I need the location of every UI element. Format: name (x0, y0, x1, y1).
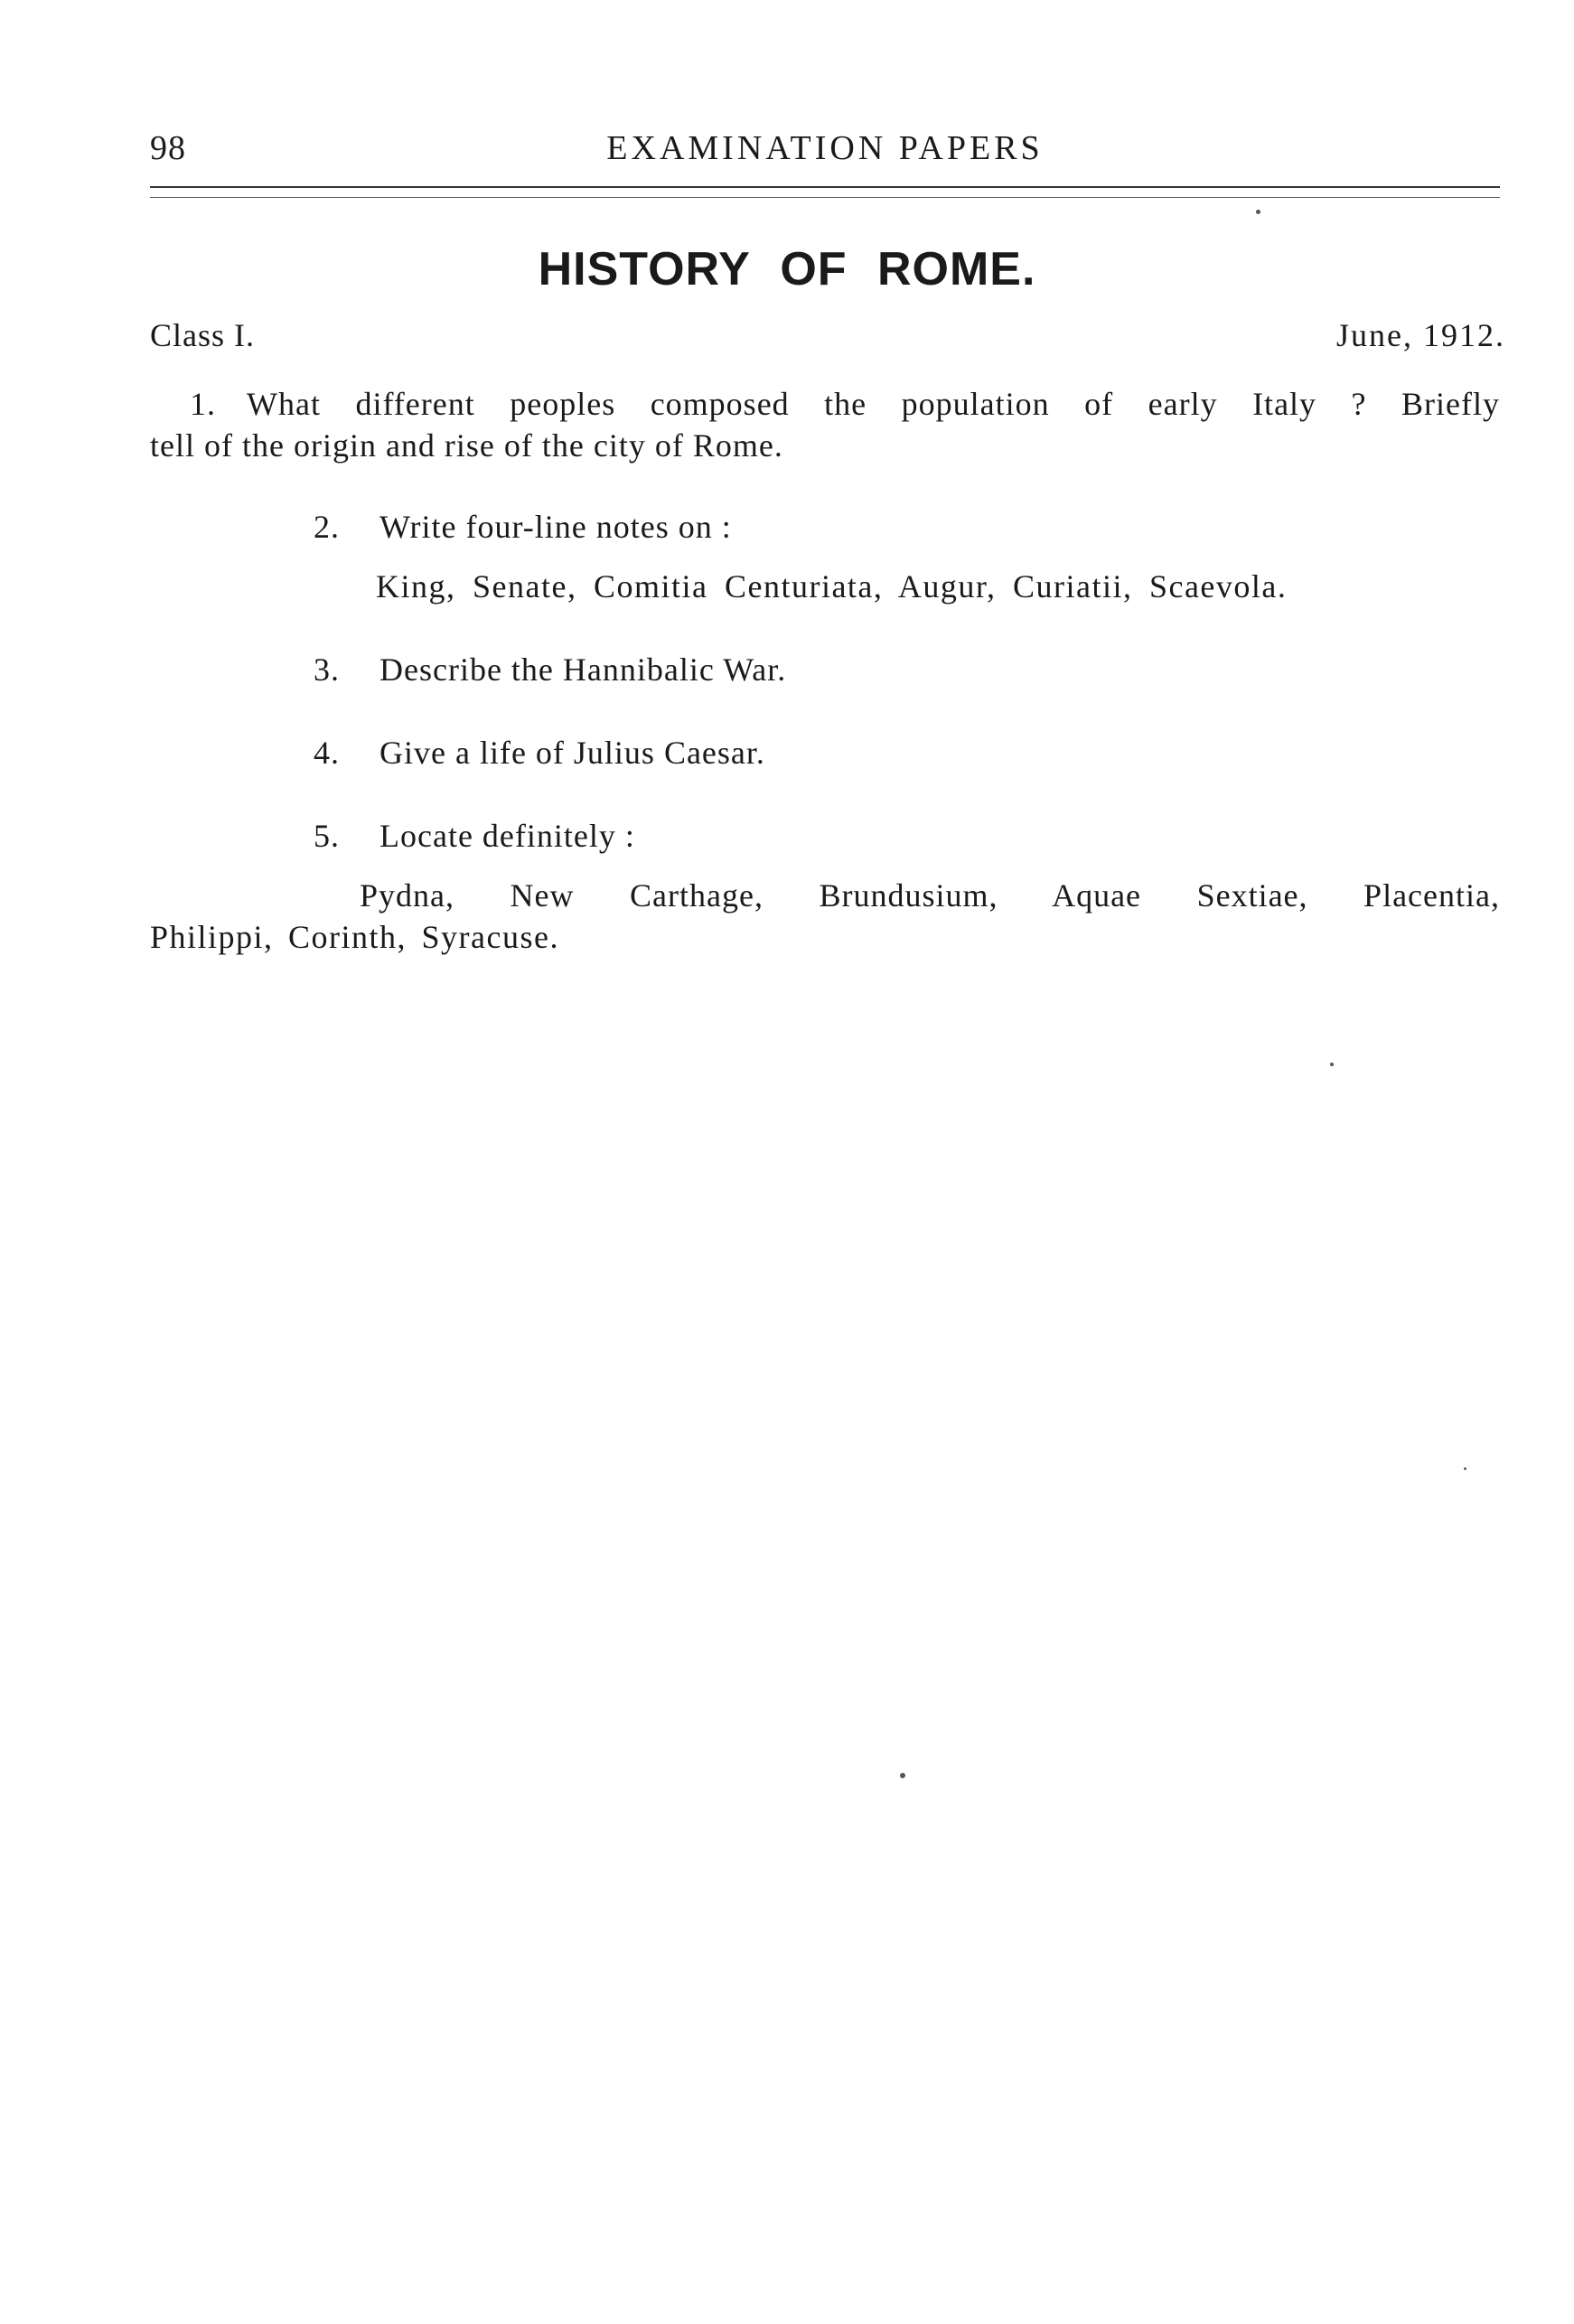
print-speck (1256, 210, 1260, 214)
question-2-terms (150, 566, 1500, 607)
question-5 (150, 815, 1500, 857)
class-label: Class I. (150, 317, 255, 353)
paper-title: HISTORY OF ROME. (538, 243, 1036, 295)
running-title: EXAMINATION PAPERS (606, 129, 1044, 167)
question-1-line-1 (150, 383, 1500, 425)
running-header (150, 128, 1500, 173)
question-1-text: What different peoples composed the population of early Italy ? Briefly (247, 386, 1500, 422)
question-3-number: 3. (314, 651, 340, 688)
question-5-places-line-1: Pydna, New Carthage, Brundusium, Aquae Sextiae, Placentia, (360, 877, 1500, 914)
question-5-number: 5. (314, 818, 340, 854)
question-1-line-2: tell of the origin and rise of the city of Rome. (150, 427, 783, 464)
question-1-number: 1. (190, 386, 216, 422)
question-2 (150, 506, 1500, 548)
question-5-places-line-2: Philippi, Corinth, Syracuse. (150, 919, 559, 955)
question-5-places (150, 875, 1500, 958)
question-4-number: 4. (314, 735, 340, 771)
print-speck (900, 1773, 905, 1778)
header-rule-bottom (150, 197, 1500, 198)
question-3 (150, 649, 1500, 690)
question-3-text: Describe the Hannibalic War. (379, 651, 787, 688)
question-1 (150, 383, 1500, 466)
question-2-terms-text: King, Senate, Comitia Centuriata, Augur, Curiatii, Scaevola. (376, 568, 1288, 604)
exam-date: June, 1912. (1336, 317, 1505, 353)
page-number: 98 (150, 129, 186, 167)
print-speck (1464, 1467, 1466, 1470)
question-5-text: Locate definitely : (379, 818, 635, 854)
question-4 (150, 732, 1500, 773)
header-rule-top (150, 186, 1500, 188)
question-4-text: Give a life of Julius Caesar. (379, 735, 765, 771)
print-speck (1330, 1063, 1334, 1066)
question-2-number: 2. (314, 509, 340, 545)
question-2-text: Write four-line notes on : (379, 509, 732, 545)
